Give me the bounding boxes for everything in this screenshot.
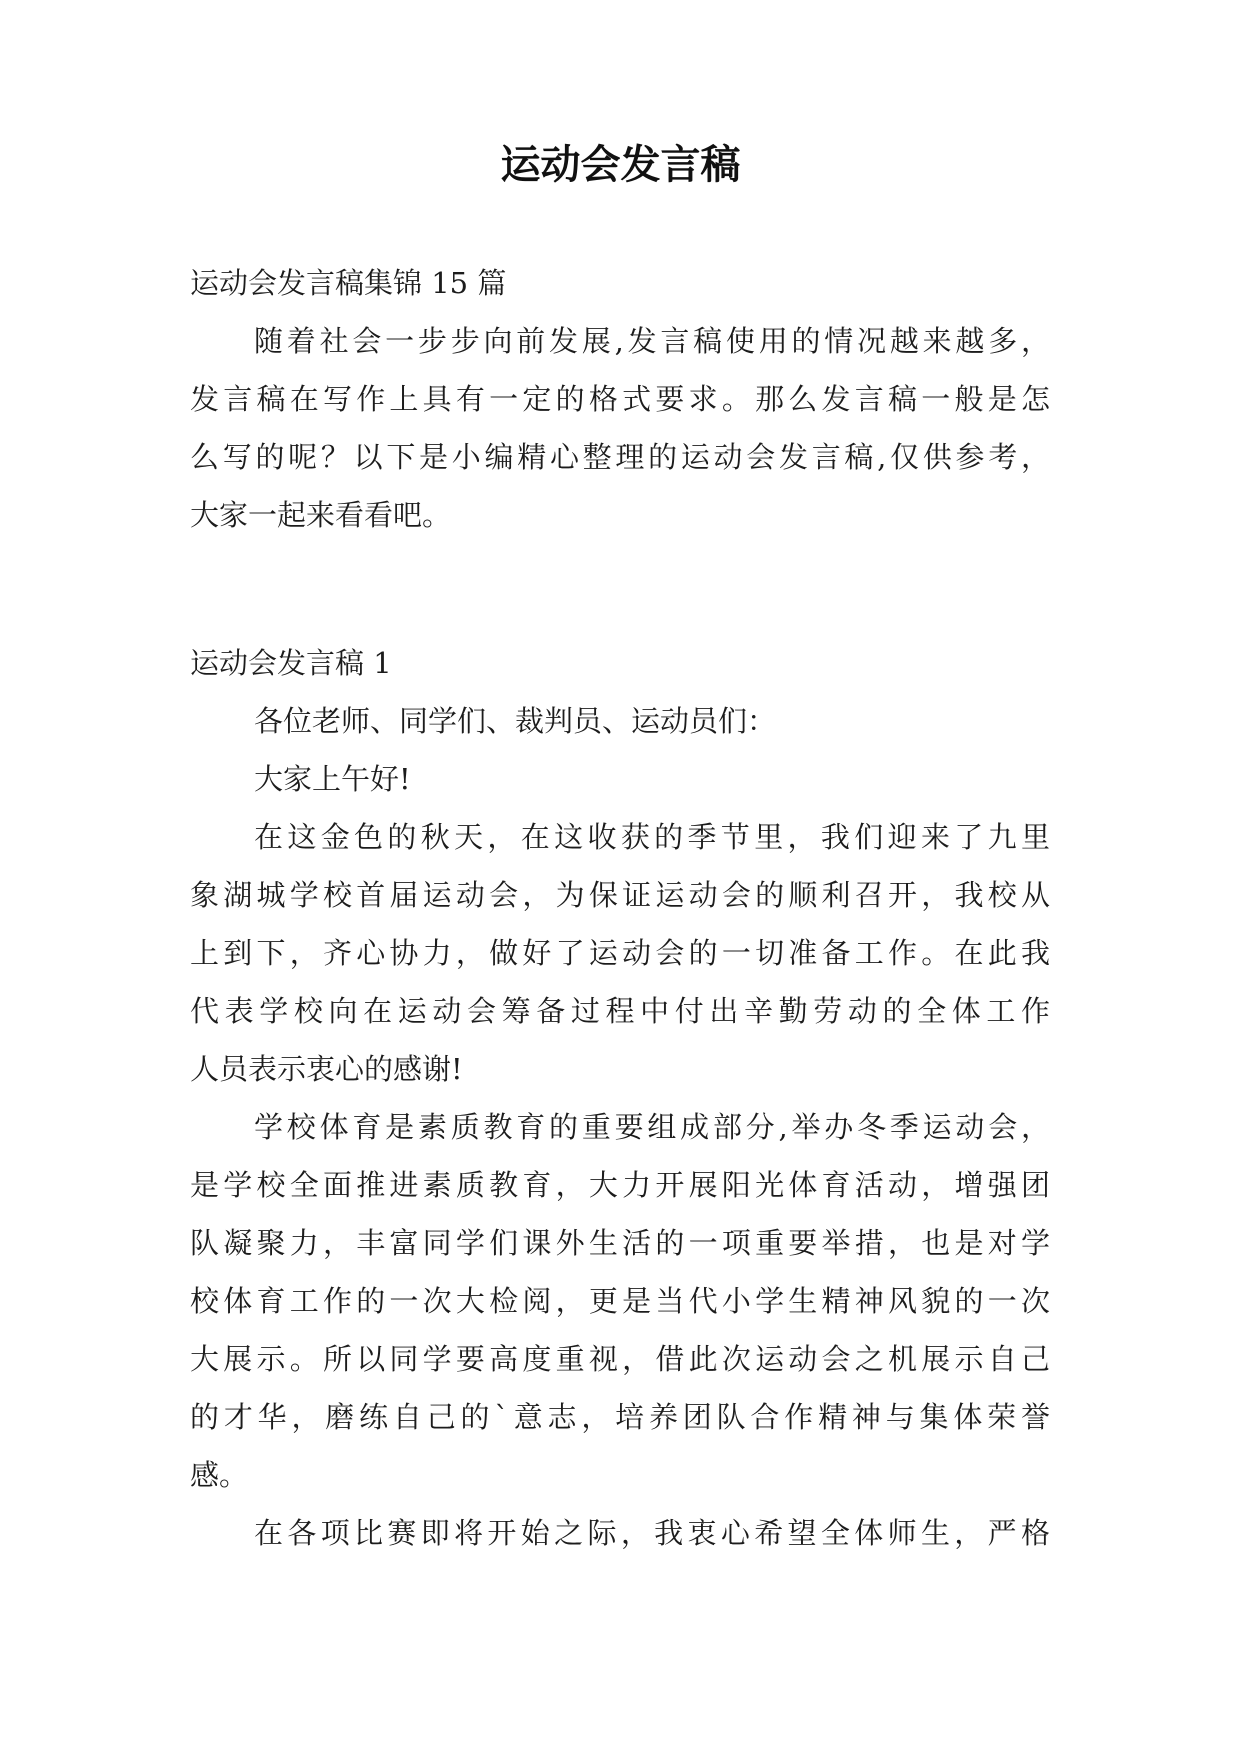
- section-heading: 运动会发言稿 1: [190, 646, 392, 680]
- paragraph-line: 上到下，齐心协力，做好了运动会的一切准备工作。在此我: [190, 936, 1050, 970]
- paragraph-line: 人员表示衷心的感谢!: [190, 1052, 463, 1086]
- paragraph-line: 感。: [190, 1458, 249, 1492]
- collection-subtitle: 运动会发言稿集锦 15 篇: [190, 266, 507, 300]
- intro-line: 发言稿在写作上具有一定的格式要求。那么发言稿一般是怎: [190, 382, 1050, 416]
- paragraph-line: 象湖城学校首届运动会，为保证运动会的顺利召开，我校从: [190, 878, 1050, 912]
- intro-line: 大家一起来看看吧。: [190, 498, 452, 532]
- salutation-line: 各位老师、同学们、裁判员、运动员们：: [254, 704, 777, 738]
- paragraph-line: 在这金色的秋天，在这收获的季节里，我们迎来了九里: [254, 820, 1050, 854]
- greeting-line: 大家上午好!: [254, 762, 411, 796]
- intro-line: 随着社会一步步向前发展,发言稿使用的情况越来越多，: [254, 324, 1050, 358]
- intro-section: [190, 254, 1050, 544]
- paragraph-line: 在各项比赛即将开始之际，我衷心希望全体师生，严格: [254, 1516, 1050, 1550]
- intro-line: 么写的呢？以下是小编精心整理的运动会发言稿,仅供参考，: [190, 440, 1050, 474]
- paragraph-line: 大展示。所以同学要高度重视，借此次运动会之机展示自己: [190, 1342, 1050, 1376]
- paragraph-line: 的才华，磨练自己的`意志，培养团队合作精神与集体荣誉: [190, 1400, 1050, 1434]
- speech-section-1: [190, 634, 1050, 1562]
- page-title: 运动会发言稿: [500, 142, 741, 188]
- paragraph-line: 是学校全面推进素质教育，大力开展阳光体育活动，增强团: [190, 1168, 1050, 1202]
- paragraph-line: 学校体育是素质教育的重要组成部分,举办冬季运动会，: [254, 1110, 1050, 1144]
- paragraph-line: 校体育工作的一次大检阅，更是当代小学生精神风貌的一次: [190, 1284, 1050, 1318]
- paragraph-line: 队凝聚力，丰富同学们课外生活的一项重要举措，也是对学: [190, 1226, 1050, 1260]
- paragraph-line: 代表学校向在运动会筹备过程中付出辛勤劳动的全体工作: [190, 994, 1050, 1028]
